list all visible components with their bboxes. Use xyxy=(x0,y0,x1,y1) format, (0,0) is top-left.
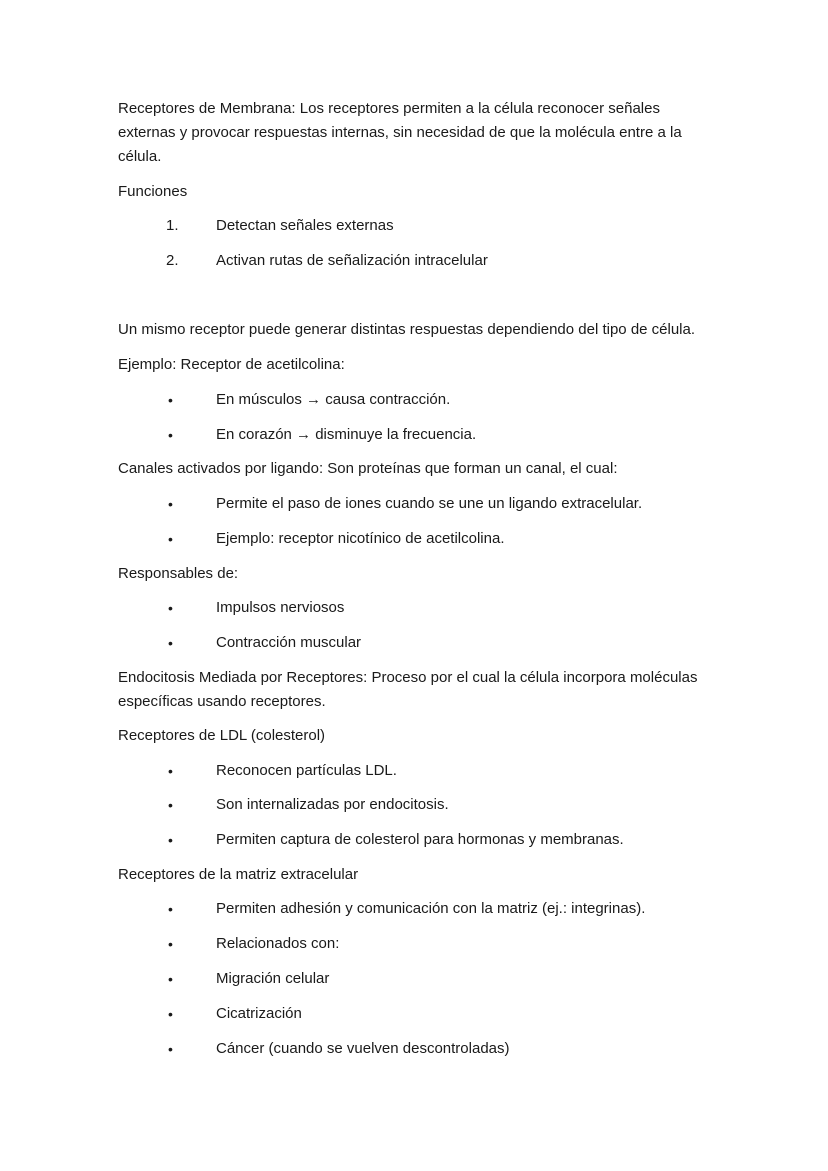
list-item-text: Son internalizadas por endocitosis. xyxy=(216,796,449,813)
list-item-text: Permiten adhesión y comunicación con la matriz (ej.: integrinas). xyxy=(216,900,646,917)
bullet-item xyxy=(0,388,828,412)
bullet-item xyxy=(0,897,828,921)
list-item-text: Migración celular xyxy=(216,970,330,987)
bullet-item xyxy=(0,596,828,620)
bullet-icon: • xyxy=(168,427,173,443)
bullet-icon: • xyxy=(168,763,173,779)
bullet-item xyxy=(0,793,828,817)
bullet-icon: • xyxy=(168,392,173,408)
intro-line-3: célula. xyxy=(118,148,162,165)
bullet-icon: • xyxy=(168,832,173,848)
bullet-icon: • xyxy=(168,936,173,952)
bullet-item xyxy=(0,631,828,655)
list-item-text: Reconocen partículas LDL. xyxy=(216,762,397,779)
bullet-item xyxy=(0,828,828,852)
intro-line-1: Receptores de Membrana: Los receptores permiten a la célula reconocer señales xyxy=(118,100,660,117)
list-item-text: Detectan señales externas xyxy=(216,217,394,234)
bullet-item xyxy=(0,1002,828,1026)
bullet-icon: • xyxy=(168,1006,173,1022)
list-item-text: Impulsos nerviosos xyxy=(216,599,345,616)
list-item-text: En corazón → disminuye la frecuencia. xyxy=(216,426,477,443)
bullet-icon: • xyxy=(168,600,173,616)
bullet-item xyxy=(0,1037,828,1061)
list-item-text: Activan rutas de señalización intracelular xyxy=(216,252,488,269)
numbered-item xyxy=(0,214,828,238)
bullet-icon: • xyxy=(168,531,173,547)
list-item-text: Relacionados con: xyxy=(216,935,340,952)
list-item-text: Ejemplo: receptor nicotínico de acetilcolina. xyxy=(216,530,505,547)
list-item-text: Cicatrización xyxy=(216,1005,302,1022)
bullet-item xyxy=(0,423,828,447)
bullet-item xyxy=(0,527,828,551)
list-item-text: Permiten captura de colesterol para hormonas y membranas. xyxy=(216,831,624,848)
matriz-heading: Receptores de la matriz extracelular xyxy=(118,866,359,883)
bullet-item xyxy=(0,492,828,516)
canales-heading: Canales activados por ligando: Son proteínas que forman un canal, el cual: xyxy=(118,460,618,477)
intro-line-2: externas y provocar respuestas internas, sin necesidad de que la molécula entre a la xyxy=(118,124,682,141)
numbered-item xyxy=(0,249,828,273)
ejemplo-heading: Ejemplo: Receptor de acetilcolina: xyxy=(118,356,345,373)
bullet-item xyxy=(0,759,828,783)
endocitosis-line-1: Endocitosis Mediada por Receptores: Proceso por el cual la célula incorpora moléculas xyxy=(118,669,698,686)
bullet-icon: • xyxy=(168,971,173,987)
list-item-text: Contracción muscular xyxy=(216,634,362,651)
funciones-heading: Funciones xyxy=(118,183,188,200)
responsables-heading: Responsables de: xyxy=(118,565,239,582)
mismo-receptor-paragraph: Un mismo receptor puede generar distintas respuestas dependiendo del tipo de célula. xyxy=(118,321,696,338)
list-number: 2. xyxy=(166,252,179,269)
bullet-item xyxy=(0,932,828,956)
list-item-text: Permite el paso de iones cuando se une un ligando extracelular. xyxy=(216,495,643,512)
list-number: 1. xyxy=(166,217,179,234)
ldl-heading: Receptores de LDL (colesterol) xyxy=(118,727,326,744)
list-item-text: En músculos → causa contracción. xyxy=(216,391,451,408)
bullet-icon: • xyxy=(168,901,173,917)
list-item-text: Cáncer (cuando se vuelven descontroladas) xyxy=(216,1040,510,1057)
bullet-icon: • xyxy=(168,635,173,651)
bullet-icon: • xyxy=(168,496,173,512)
bullet-icon: • xyxy=(168,1041,173,1057)
endocitosis-line-2: específicas usando receptores. xyxy=(118,693,326,710)
bullet-item xyxy=(0,967,828,991)
bullet-icon: • xyxy=(168,797,173,813)
